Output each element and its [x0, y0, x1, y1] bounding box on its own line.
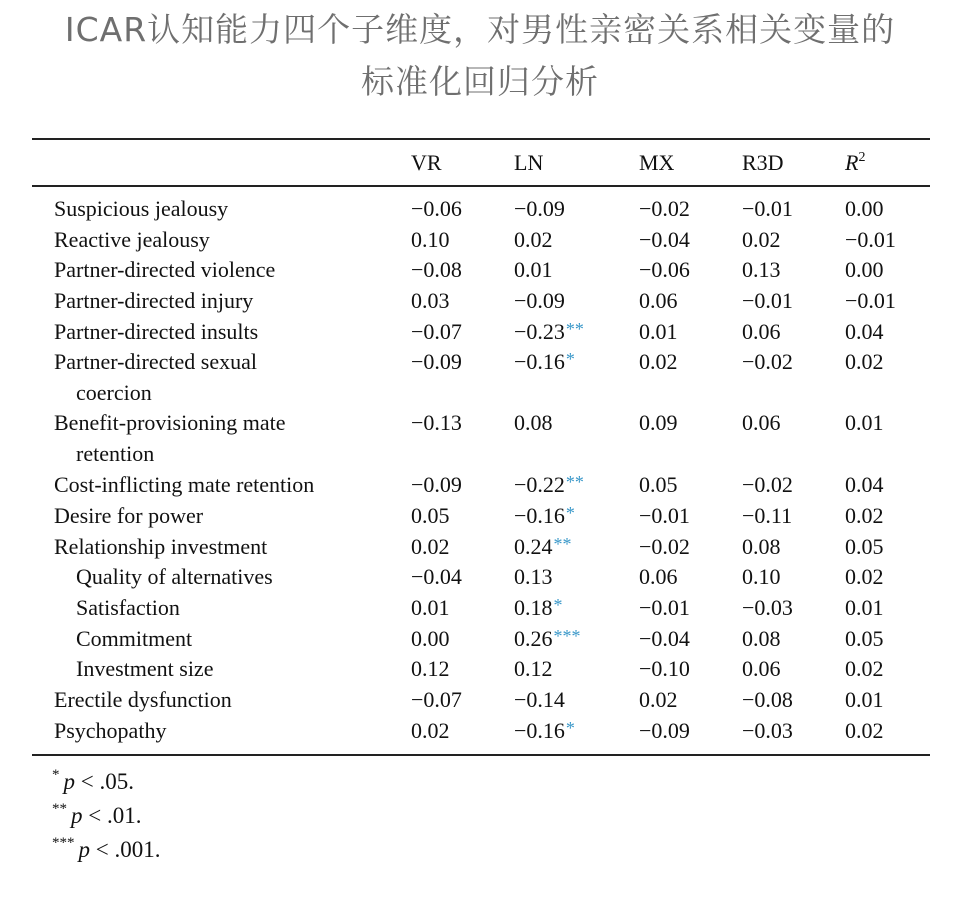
table-cell [639, 656, 690, 682]
table-cell [845, 564, 884, 590]
table-cell [742, 472, 793, 498]
table-cell [845, 534, 884, 560]
table-cell [411, 288, 450, 314]
cell-value: 0.01 [845, 410, 884, 435]
table-cell [639, 595, 690, 621]
cell-value: 0.03 [411, 288, 450, 313]
table-cell [742, 534, 781, 560]
table-cell [639, 718, 690, 744]
table-cell [742, 319, 781, 345]
table-cell [742, 196, 793, 222]
footnote-p-symbol: p [78, 837, 90, 862]
table-cell [742, 564, 781, 590]
cell-value: 0.08 [742, 626, 781, 651]
cell-value: 0.13 [742, 257, 781, 282]
cell-value: 0.09 [639, 410, 678, 435]
significance-marker: * [565, 503, 575, 523]
table-cell [639, 534, 690, 560]
footnote-p-symbol: p [63, 769, 75, 794]
cell-value: −0.09 [514, 288, 565, 313]
table-cell [514, 257, 553, 283]
row-label-continuation: coercion [76, 380, 152, 405]
cell-value: −0.07 [411, 687, 462, 712]
table-cell [639, 472, 678, 498]
cell-value: −0.06 [639, 257, 690, 282]
table-cell [639, 349, 678, 375]
cell-value: 0.08 [742, 534, 781, 559]
table-cell [845, 656, 884, 682]
cell-value: 0.01 [845, 687, 884, 712]
table-cell [742, 257, 781, 283]
table-cell [411, 257, 462, 283]
table-cell [514, 349, 575, 375]
cell-value: −0.04 [411, 564, 462, 589]
cell-value: 0.02 [845, 564, 884, 589]
cell-value: −0.16 [514, 503, 565, 528]
footnote [52, 835, 160, 863]
row-label-continuation: retention [76, 441, 155, 466]
cell-value: −0.01 [639, 595, 690, 620]
column-header-vr: VR [411, 150, 442, 175]
significance-marker: * [565, 718, 575, 738]
cell-value: 0.24 [514, 534, 553, 559]
cell-value: 0.02 [845, 503, 884, 528]
cell-value: −0.22 [514, 472, 565, 497]
footnote-p-symbol: p [71, 803, 83, 828]
table-cell [639, 410, 678, 436]
title-line-1: ICAR认知能力四个子维度，对男性亲密关系相关变量的 [64, 10, 896, 49]
cell-value: 0.02 [845, 349, 884, 374]
table-cell [845, 319, 884, 345]
table-cell [411, 472, 462, 498]
cell-value: 0.02 [845, 718, 884, 743]
cell-value: 0.06 [639, 564, 678, 589]
row-label: Erectile dysfunction [54, 687, 232, 712]
table-cell [514, 472, 584, 498]
row-label: Psychopathy [54, 718, 167, 743]
row-label: Benefit-provisioning mate [54, 410, 286, 435]
cell-value: −0.02 [639, 534, 690, 559]
footnote-stars: * [52, 767, 60, 783]
table-cell [411, 687, 462, 713]
table-top-rule [32, 138, 930, 140]
table-cell [411, 626, 450, 652]
cell-value: 0.05 [639, 472, 678, 497]
table-cell [639, 288, 678, 314]
cell-value: 0.00 [845, 196, 884, 221]
row-label: Satisfaction [76, 595, 180, 620]
table-header-rule [32, 185, 930, 187]
footnote-threshold: < .05. [75, 769, 134, 794]
column-header-r3d: R3D [742, 150, 784, 175]
cell-value: 0.01 [411, 595, 450, 620]
cell-value: 0.02 [411, 718, 450, 743]
table-cell [639, 319, 678, 345]
table-cell [742, 595, 793, 621]
table-cell [514, 319, 584, 345]
cell-value: 0.08 [514, 410, 553, 435]
table-cell [742, 288, 793, 314]
cell-value: 0.05 [411, 503, 450, 528]
table-cell [514, 564, 553, 590]
table-cell [845, 349, 884, 375]
table-cell [742, 503, 792, 529]
row-label: Desire for power [54, 503, 204, 528]
table-cell [639, 626, 690, 652]
table-cell [514, 503, 575, 529]
cell-value: −0.09 [639, 718, 690, 743]
cell-value: −0.01 [742, 196, 793, 221]
table-cell [639, 687, 678, 713]
table-cell [514, 227, 553, 253]
cell-value: −0.07 [411, 319, 462, 344]
row-label: Investment size [76, 656, 214, 681]
cell-value: 0.00 [845, 257, 884, 282]
table-cell [514, 687, 565, 713]
footnote-threshold: < .001. [90, 837, 161, 862]
cell-value: 0.01 [845, 595, 884, 620]
table-cell [639, 257, 690, 283]
table-cell [845, 257, 884, 283]
cell-value: 0.10 [411, 227, 450, 252]
footnote [52, 801, 141, 829]
table-cell [742, 656, 781, 682]
cell-value: −0.08 [742, 687, 793, 712]
footnote-stars: *** [52, 835, 75, 851]
table-cell [742, 227, 781, 253]
table-cell [411, 319, 462, 345]
table-cell [639, 196, 690, 222]
cell-value: 0.02 [742, 227, 781, 252]
row-label: Partner-directed insults [54, 319, 259, 344]
table-cell [845, 227, 896, 253]
table-cell [514, 534, 572, 560]
column-header-ln: LN [514, 150, 544, 175]
cell-value: −0.09 [514, 196, 565, 221]
cell-value: −0.01 [845, 227, 896, 252]
cell-value: −0.13 [411, 410, 462, 435]
cell-value: −0.01 [742, 288, 793, 313]
cell-value: 0.01 [639, 319, 678, 344]
cell-value: −0.10 [639, 656, 690, 681]
table-cell [411, 196, 462, 222]
table-bottom-rule [32, 754, 930, 756]
footnote [52, 767, 134, 795]
table-cell [411, 410, 462, 436]
table-cell [514, 718, 575, 744]
table-cell [411, 718, 450, 744]
cell-value: −0.09 [411, 472, 462, 497]
cell-value: 0.10 [742, 564, 781, 589]
cell-value: −0.23 [514, 319, 565, 344]
cell-value: 0.05 [845, 534, 884, 559]
cell-value: 0.02 [411, 534, 450, 559]
cell-value: 0.00 [411, 626, 450, 651]
table-cell [514, 288, 565, 314]
column-header-mx: MX [639, 150, 675, 175]
table-cell [514, 410, 553, 436]
table-cell [514, 196, 565, 222]
cell-value: −0.03 [742, 595, 793, 620]
cell-value: 0.04 [845, 472, 884, 497]
cell-value: 0.06 [742, 656, 781, 681]
table-cell [742, 349, 793, 375]
significance-marker: *** [553, 626, 581, 646]
table-cell [845, 503, 884, 529]
table-cell [845, 595, 884, 621]
table-cell [742, 626, 781, 652]
cell-value: 0.02 [845, 656, 884, 681]
significance-marker: * [565, 349, 575, 369]
table-cell [411, 656, 450, 682]
table-cell [639, 503, 690, 529]
cell-value: 0.02 [639, 687, 678, 712]
table-cell [845, 626, 884, 652]
table-cell [845, 718, 884, 744]
significance-marker: * [553, 595, 563, 615]
cell-value: −0.01 [845, 288, 896, 313]
table-cell [411, 564, 462, 590]
table-cell [845, 472, 884, 498]
cell-value: −0.11 [742, 503, 793, 528]
table-cell [845, 687, 884, 713]
row-label: Reactive jealousy [54, 227, 210, 252]
table-cell [742, 687, 793, 713]
cell-value: 0.01 [514, 257, 553, 282]
row-label: Commitment [76, 626, 193, 651]
table-cell [411, 595, 450, 621]
cell-value: 0.18 [514, 595, 553, 620]
cell-value: −0.04 [639, 227, 690, 252]
table-cell [845, 288, 896, 314]
cell-value: −0.04 [639, 626, 690, 651]
cell-value: 0.26 [514, 626, 553, 651]
squared-superscript: 2 [858, 150, 866, 165]
cell-value: −0.02 [742, 472, 793, 497]
cell-value: −0.16 [514, 349, 565, 374]
cell-value: 0.04 [845, 319, 884, 344]
title-line-2: 标准化回归分析 [361, 62, 599, 101]
cell-value: 0.02 [514, 227, 553, 252]
row-label: Partner-directed injury [54, 288, 254, 313]
row-label: Quality of alternatives [76, 564, 273, 589]
cell-value: −0.03 [742, 718, 793, 743]
cell-value: 0.12 [411, 656, 450, 681]
footnote-threshold: < .01. [82, 803, 142, 828]
table-cell [845, 196, 884, 222]
cell-value: −0.08 [411, 257, 462, 282]
table-cell [639, 227, 690, 253]
significance-marker: ** [553, 534, 572, 554]
cell-value: −0.01 [639, 503, 690, 528]
significance-marker: ** [565, 472, 584, 492]
table-cell [411, 503, 450, 529]
cell-value: 0.06 [742, 319, 781, 344]
cell-value: −0.02 [742, 349, 793, 374]
table-cell [411, 534, 450, 560]
cell-value: 0.02 [639, 349, 678, 374]
table-cell [411, 349, 462, 375]
cell-value: −0.06 [411, 196, 462, 221]
cell-value: −0.09 [411, 349, 462, 374]
table-cell [514, 595, 563, 621]
r-symbol: R [845, 150, 859, 175]
row-label: Partner-directed violence [54, 257, 276, 282]
footnote-stars: ** [52, 801, 67, 817]
cell-value: 0.06 [639, 288, 678, 313]
table-cell [639, 564, 678, 590]
row-label: Cost-inflicting mate retention [54, 472, 315, 497]
page-title [0, 4, 960, 108]
significance-marker: ** [565, 319, 584, 339]
table-cell [845, 410, 884, 436]
cell-value: 0.12 [514, 656, 553, 681]
row-label: Relationship investment [54, 534, 268, 559]
cell-value: 0.13 [514, 564, 553, 589]
row-label: Suspicious jealousy [54, 196, 229, 221]
table-cell [514, 626, 581, 652]
table-cell [742, 410, 781, 436]
table-cell [514, 656, 553, 682]
table-cell [411, 227, 450, 253]
cell-value: 0.06 [742, 410, 781, 435]
row-label: Partner-directed sexual [54, 349, 257, 374]
cell-value: −0.02 [639, 196, 690, 221]
cell-value: −0.16 [514, 718, 565, 743]
cell-value: 0.05 [845, 626, 884, 651]
cell-value: −0.14 [514, 687, 565, 712]
table-cell [742, 718, 793, 744]
column-header-r-squared [845, 150, 865, 176]
